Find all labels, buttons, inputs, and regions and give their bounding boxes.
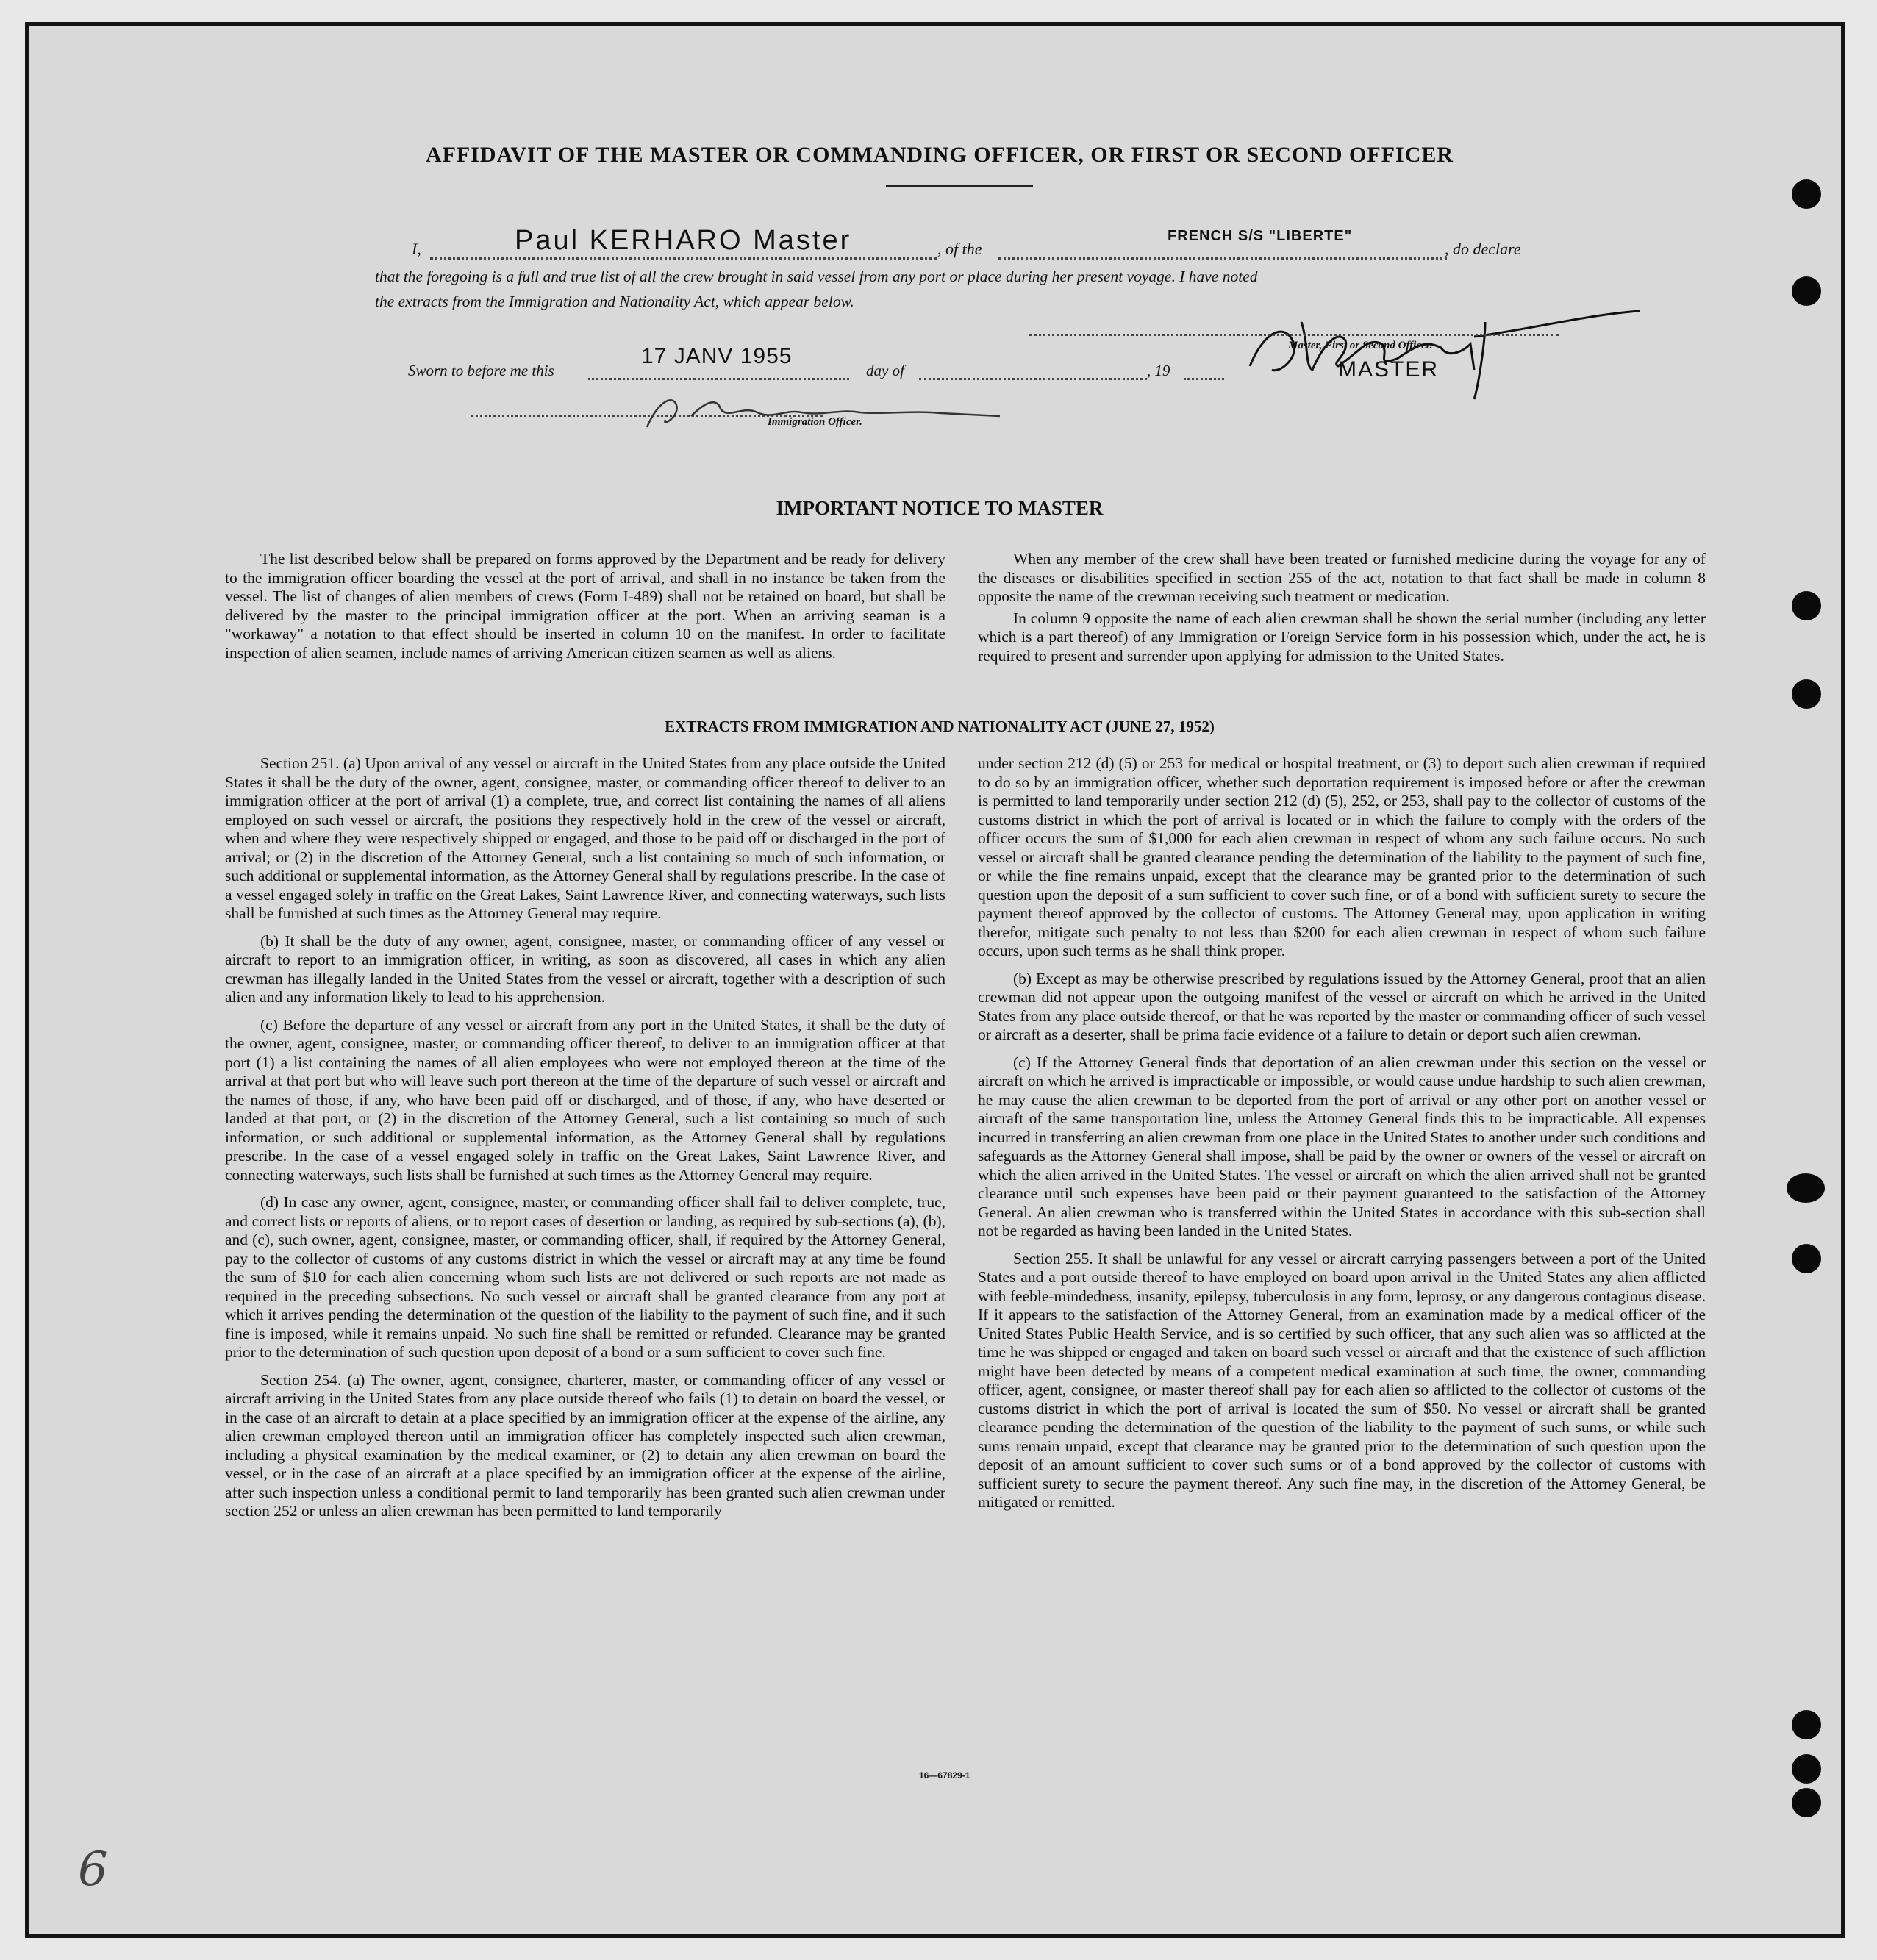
day-of-label: day of <box>866 362 904 379</box>
do-declare: , do declare <box>1445 240 1521 258</box>
title-rule <box>886 185 1033 187</box>
vessel-blank <box>998 257 1447 260</box>
i-label: I, <box>412 240 421 258</box>
notice-right-text-1: When any member of the crew shall have been treated or furnished medicine during the voyage for any of the diseases or disabilities specified in section 255 of the act, notation to that fact shall be made in column 8 opposite the name of the crewman receiving such treatment or medication. <box>978 550 1706 605</box>
notice-right-text-2: In column 9 opposite the name of each alien crewman shall be shown the serial number (including any letter which is a part thereof) of any Immigration or Foreign Service form in his possession which, under the act, he is required to present and surrender upon applying for admission to the United States. <box>978 609 1706 665</box>
punch-hole <box>1792 179 1821 209</box>
form-number: 16—67829-1 <box>919 1770 970 1781</box>
page-mark: 6 <box>78 1842 108 1897</box>
section-251d: (d) In case any owner, agent, consignee, master, or commanding officer shall fail to deliver complete, true, and correct lists or reports of aliens, or to report cases of desertion or landing, as required by sub-sections (a), (b), and (c), such owner, agent, consignee, master, or commanding officer, shall, if required by the Attorney General, pay to the collector of customs of any customs district in which the vessel or aircraft may at any time be found the sum of $10 for each alien concerning whom such lists are not delivered or such reports are not made as required in the preceding subsections. No such vessel or aircraft shall be granted clearance from any port at which it arrives pending the determination of the question of the liability to the payment of such fine, and if such fine is imposed, while it remains unpaid. No such fine shall be remitted or refunded. Clearance may be granted prior to the determination of such question upon deposit of a bond or a sum sufficient to cover such fine. <box>225 1193 945 1361</box>
punch-hole <box>1792 1710 1821 1739</box>
section-254c: (c) If the Attorney General finds that deportation of an alien crewman under this section on the vessel or aircraft on which he arrived is impracticable or impossible, or would cause undue hardship to such alien crewman, he may cause the alien crewman to be deported from the port of arrival or any other port on another vessel or aircraft of the same transportation line, unless the Attorney General finds this to be impracticable. All expenses incurred in transferring an alien crewman from one place in the United States to another under such conditions and safeguards as the Attorney General shall impose, shall be paid by the owner or owners of the vessel or aircraft on which the alien arrived in the United States. The vessel or aircraft on which the alien arrived shall not be granted clearance until such expenses have been paid or their payment guaranteed to the satisfaction of the Attorney General. An alien crewman who is transferred within the United States in accordance with this sub-section shall not be regarded as having been landed in the United States. <box>978 1053 1706 1240</box>
punch-hole <box>1792 679 1821 709</box>
section-255: Section 255. It shall be unlawful for any vessel or aircraft carrying passengers between a port of the United States and a port outside thereof to have employed on board upon arrival in the United States any alien afflicted with feeble-mindedness, insanity, epilepsy, tuberculosis in any form, leprosy, or any dangerous contagious disease. If it appears to the satisfaction of the Attorney General, from an examination made by a medical officer of the United States Public Health Service, and is so certified by such officer, that any such alien was so afflicted at the time he was shipped or engaged and taken on board such vessel or aircraft and that the existence of such affliction might have been detected by means of a competent medical examination at such time, the owner, commanding officer, agent, consignee, or master thereof shall pay for each alien so afflicted to the collector of customs of the customs district in which the port of arrival is located the sum of $50. No vessel or aircraft shall be granted clearance pending the determination of the question of the liability to the payment of such sums, or while such sums remain unpaid, except that clearance may be granted prior to the determination of such question upon the deposit of an amount sufficient to cover such sums or of a bond approved by the collector of customs with sufficient surety to secure the payment thereof. Any such fine may, in the discretion of the Attorney General, be mitigated or remitted. <box>978 1249 1706 1511</box>
officer-signature <box>618 387 1000 438</box>
section-251a: Section 251. (a) Upon arrival of any vessel or aircraft in the United States from any place outside the United States it shall be the duty of the owner, agent, consignee, master, or commanding officer thereof to deliver to an immigration officer at the port of arrival (1) a complete, true, and correct list containing the names of all aliens employed on such vessel or aircraft, the positions they respectively hold in the crew of the vessel or aircraft, when and where they were respectively shipped or engaged, and those to be paid off or discharged in the port of arrival; or (2) in the discretion of the Attorney General, such a list containing so much of such information, or such additional or supplemental information, as the Attorney General shall by regulations prescribe. In the case of a vessel engaged solely in traffic on the Great Lakes, Saint Lawrence River, and connecting waterways, such lists shall be furnished at such times as the Attorney General may require. <box>225 754 945 922</box>
sworn-date-blank <box>588 378 849 380</box>
notice-left-column <box>225 550 945 671</box>
extracts-left-column <box>225 754 945 1530</box>
signature-line <box>1029 334 1559 336</box>
master-name: Paul KERHARO Master <box>515 225 852 256</box>
notice-right-column <box>978 550 1706 674</box>
section-251b: (b) It shall be the duty of any owner, agent, consignee, master, or commanding officer of any vessel or aircraft to report to an immigration officer, in writing, as soon as discovered, all cases in which any alien crewman has illegally landed in the United States from the vessel or aircraft, together with a description of such alien and any information likely to lead to his apprehension. <box>225 931 945 1006</box>
punch-hole <box>1792 591 1821 620</box>
year-label: , 19 <box>1147 362 1170 379</box>
statement-line-1: that the foregoing is a full and true list of all the crew brought in said vessel from any port or place during her present voyage. I have noted <box>375 268 1258 285</box>
punch-hole <box>1792 1754 1821 1784</box>
year-blank <box>1184 378 1224 380</box>
officer-caption: Immigration Officer. <box>768 416 862 428</box>
statement-line-2: the extracts from the Immigration and Nationality Act, which appear below. <box>375 293 854 310</box>
notice-title: IMPORTANT NOTICE TO MASTER <box>776 497 1104 519</box>
notice-left-text: The list described below shall be prepared on forms approved by the Department and be ready for delivery to the immigration officer boarding the vessel at the port of arrival, and shall in no instance be taken from the vessel. The list of changes of alien members of crews (Form I-489) shall not be retained on board, but shall be delivered by the master to the principal immigration officer at the port. When an arriving seaman is a "workaway" a notation to that effect should be inserted in column 10 on the manifest. In order to facilitate inspection of alien seamen, include names of arriving American citizen seamen as well as aliens. <box>225 550 945 662</box>
section-254b: (b) Except as may be otherwise prescribed by regulations issued by the Attorney General, proof that an alien crewman did not appear upon the outgoing manifest of the vessel or aircraft on which he arrived in the United States from any place outside thereof, or that he was reported by the master or commanding officer of such vessel or aircraft as a deserter, shall be prima facie evidence of a failure to detain or deport such alien crewman. <box>978 969 1706 1043</box>
sworn-label: Sworn to before me this <box>408 362 554 379</box>
extracts-right-column <box>978 754 1706 1521</box>
punch-hole <box>1792 276 1821 306</box>
sworn-date: 17 JANV 1955 <box>641 344 793 368</box>
month-blank <box>919 378 1147 380</box>
affidavit-title: AFFIDAVIT OF THE MASTER OR COMMANDING OFFICER, OR FIRST OR SECOND OFFICER <box>425 143 1454 167</box>
punch-hole <box>1792 1244 1821 1273</box>
extracts-title: EXTRACTS FROM IMMIGRATION AND NATIONALITY ACT (JUNE 27, 1952) <box>665 718 1215 735</box>
vessel-name: FRENCH S/S "LIBERTE" <box>1168 228 1353 244</box>
master-caption: Master, First or Second Officer. <box>1288 340 1433 351</box>
section-254a-cont: under section 212 (d) (5) or 253 for medical or hospital treatment, or (3) to deport such alien crewman if required to do so by an immigration officer, whether such deportation requirement is imposed before or after the crewman is permitted to land temporarily under section 212 (d) (5), 252, or 253, shall pay to the collector of customs of the customs district in which the port of arrival is located or in which the failure to comply with the orders of the officer occurs the sum of $1,000 for each alien crewman in respect of whom any such failure occurs. No such vessel or aircraft shall be granted clearance pending the determination of the liability to the payment of such fine, or while the fine remains unpaid, except that the clearance may be granted prior to the determination of such question upon the deposit of a sum sufficient to cover such fine, or of a bond with sufficient surety to secure the payment thereof approved by the collector of customs. The Attorney General may, upon application in writing therefor, mitigate such penalty to not less than $200 for each alien crewman in respect of whom such failure occurs, upon such terms as he shall think proper. <box>978 754 1706 959</box>
document-page <box>25 22 1845 1938</box>
punch-hole <box>1787 1173 1825 1203</box>
name-blank <box>430 257 937 260</box>
section-254a: Section 254. (a) The owner, agent, consignee, charterer, master, or commanding officer of any vessel or aircraft arriving in the United States from any place outside thereof who fails (1) to detain on board the vessel, or in the case of an aircraft to detain at a place specified by an immigration officer at the expense of the airline, any alien crewman employed thereon until an immigration officer has completely inspected such alien crewman, including a physical examination by the medical examiner, or (2) to detain any alien crewman on board the vessel, or in the case of an aircraft at a place specified by an immigration officer at the expense of the airline, after such inspection unless a conditional permit to land temporarily has been granted such alien crewman under section 252 or unless an alien crewman has been permitted to land temporarily <box>225 1370 945 1520</box>
master-stamp: MASTER <box>1338 357 1440 382</box>
master-signature <box>1220 300 1647 410</box>
section-251c: (c) Before the departure of any vessel or aircraft from any port in the United States, it shall be the duty of the owner, agent, consignee, master, or commanding officer thereof, to deliver to an immigration officer at that port (1) a list containing the names of all alien employees who were not employed thereon at the time of the arrival at that port but who will leave such port thereon at the time of the departure of such vessel or aircraft and the names of those, if any, who have been paid off or discharged, and of those, if any, who have deserted or landed at that port, or (2) in the discretion of the Attorney General, such a list containing so much of such information, or such additional or supplemental information, as the Attorney General shall by regulations prescribe. In the case of a vessel engaged solely in traffic on the Great Lakes, Saint Lawrence River, and connecting waterways, such lists shall be furnished at such times as the Attorney General may require. <box>225 1015 945 1184</box>
of-the-label: , of the <box>937 240 982 258</box>
punch-hole <box>1792 1788 1821 1817</box>
